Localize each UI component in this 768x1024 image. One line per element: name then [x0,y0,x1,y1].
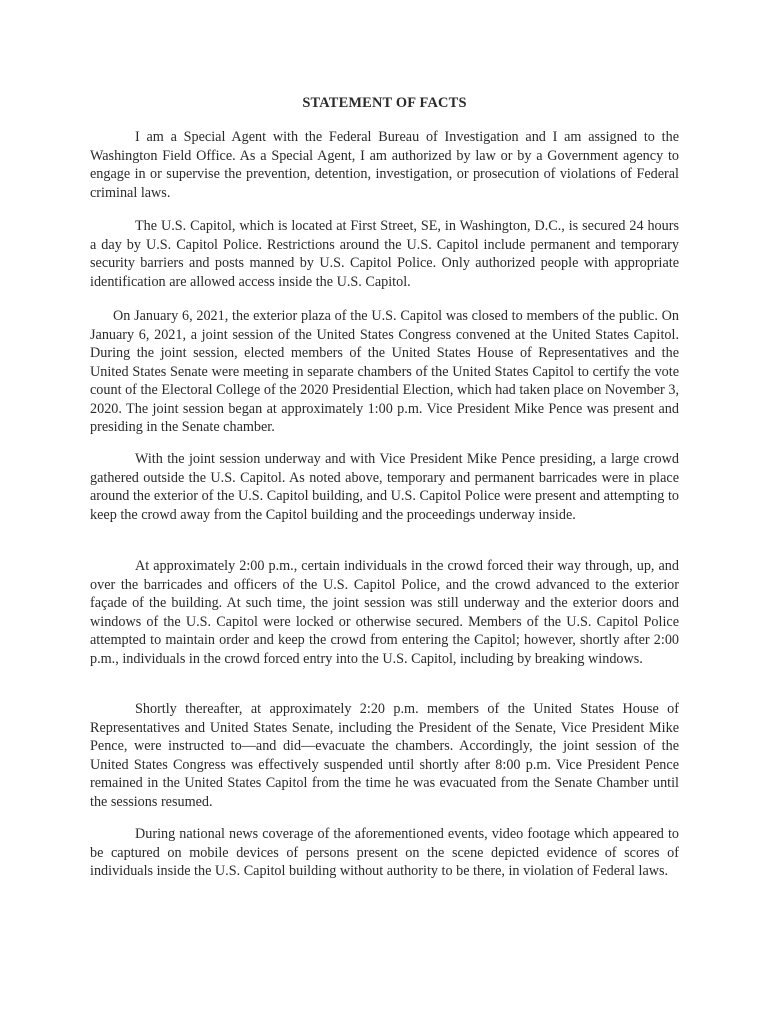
paragraph-evacuation: Shortly thereafter, at approximately 2:20 p.m. members of the United States House of Representatives and United States Senate, including the President of the Senate, Vice President Mike Pence, were instructed to—and did—evacuate the chambers. Accordingly, the joint session of the United States Congress was effectively suspended until shortly after 8:00 p.m. Vice President Pence remained in the United States Capitol from the time he was evacuated from the Senate Chamber until the sessions resumed. [90,701,679,810]
document-title: STATEMENT OF FACTS [302,95,467,111]
paragraph-crowd-gathered: With the joint session underway and with Vice President Mike Pence presiding, a large crowd gathered outside the U.S. Capitol. As noted above, temporary and permanent barricades were in place around the exterior of the U.S. Capitol building, and U.S. Capitol Police were present and attempting to keep the crowd away from the Capitol building and the proceedings underway inside. [90,451,679,523]
paragraph-news-coverage: During national news coverage of the aforementioned events, video footage which appeared to be captured on mobile devices of persons present on the scene depicted evidence of scores of individuals inside the U.S. Capitol building without authority to be there, in violation of Federal laws. [90,826,679,879]
document-page [90,94,679,879]
paragraph-agent-intro: I am a Special Agent with the Federal Bureau of Investigation and I am assigned to the Washington Field Office. As a Special Agent, I am authorized by law or by a Government agency to engage in or supervise the prevention, detention, investigation, or prosecution of violations of Federal criminal laws. [90,129,679,201]
paragraph-joint-session: On January 6, 2021, the exterior plaza of the U.S. Capitol was closed to members of the public. On January 6, 2021, a joint session of the United States Congress convened at the United States Capitol. During the joint session, elected members of the United States House of Representatives and the United States Senate were meeting in separate chambers of the United States Capitol to certify the vote count of the Electoral College of the 2020 Presidential Election, which had taken place on November 3, 2020. The joint session began at approximately 1:00 p.m. Vice President Mike Pence was present and presiding in the Senate chamber. [90,308,679,435]
paragraph-capitol-security: The U.S. Capitol, which is located at First Street, SE, in Washington, D.C., is secured 24 hours a day by U.S. Capitol Police. Restrictions around the U.S. Capitol include permanent and temporary security barriers and posts manned by U.S. Capitol Police. Only authorized people with appropriate identification are allowed access inside the U.S. Capitol. [90,218,679,290]
paragraph-forced-entry: At approximately 2:00 p.m., certain individuals in the crowd forced their way through, up, and over the barricades and officers of the U.S. Capitol Police, and the crowd advanced to the exterior façade of the building. At such time, the joint session was still underway and the exterior doors and windows of the U.S. Capitol were locked or otherwise secured. Members of the U.S. Capitol Police attempted to maintain order and keep the crowd from entering the Capitol; however, shortly after 2:00 p.m., individuals in the crowd forced entry into the U.S. Capitol, including by breaking windows. [90,558,679,667]
